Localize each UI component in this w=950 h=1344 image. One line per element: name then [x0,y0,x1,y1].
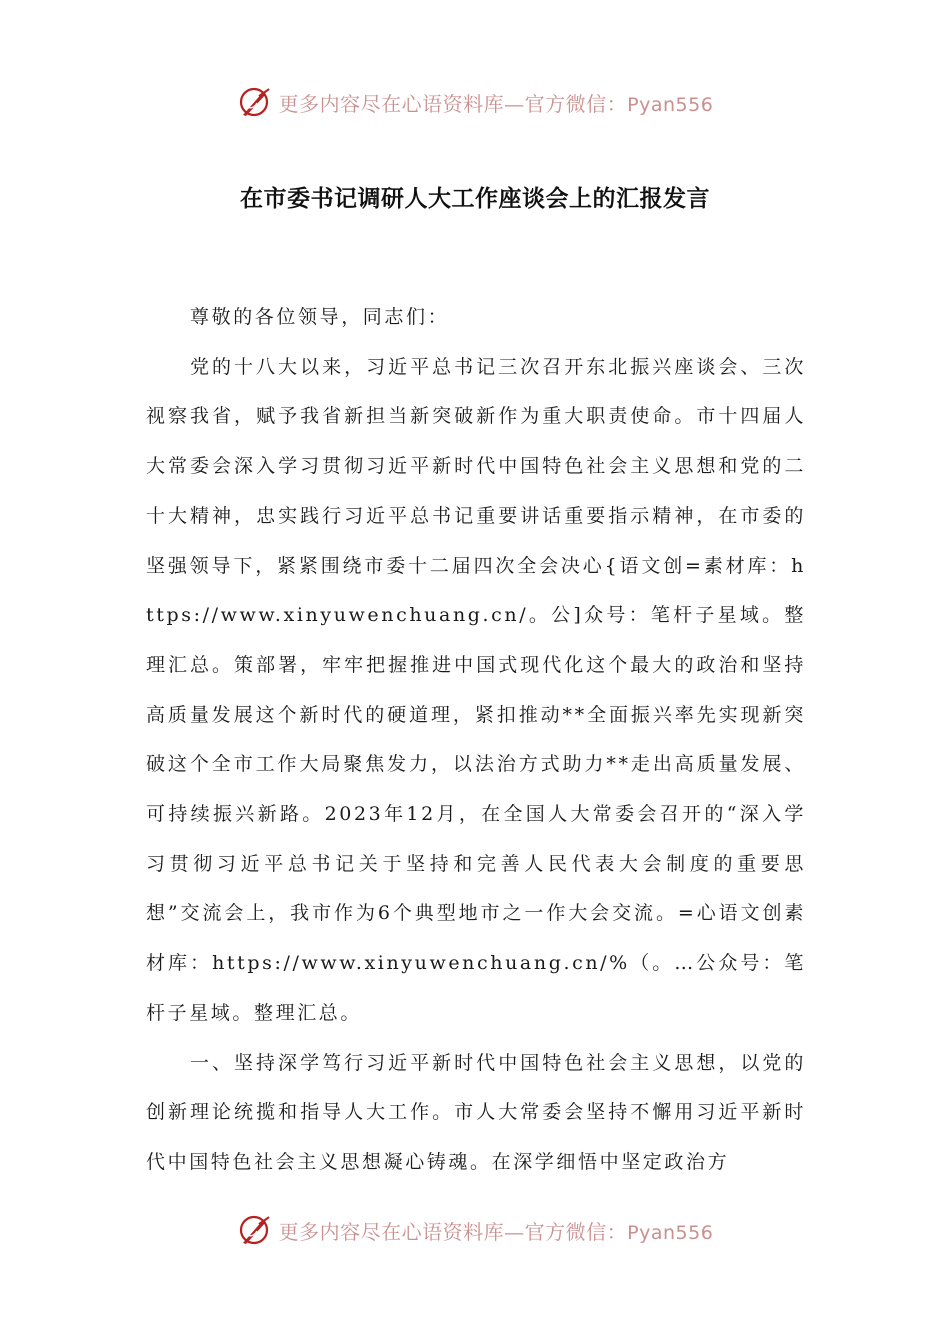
header-watermark [0,82,950,122]
watermark-text-en: Pyan556 [627,93,714,116]
quill-logo-icon [237,1213,271,1247]
quill-logo-icon [237,85,271,119]
document-title: 在市委书记调研人大工作座谈会上的汇报发言 [240,186,710,212]
footer-watermark [0,1210,950,1250]
document-body [146,293,806,1188]
salutation: 尊敬的各位领导，同志们： [190,306,450,328]
watermark-text-en: Pyan556 [627,1221,714,1244]
body-paragraph-1: 党的十八大以来，习近平总书记三次召开东北振兴座谈会、三次视察我省，赋予我省新担当新突破新作为重大职责使命。市十四届人大常委会深入学习贯彻习近平新时代中国特色社会主义思想和党的二十大精神，忠实践行习近平总书记重要讲话重要指示精神，在市委的坚强领导下，紧紧围绕市委十二届四次全会决心{语文创=素材库：https://www.xinyuwenchuang.cn/。公]众号：笔杆子星域。整理汇总。策部署，牢牢把握推进中国式现代化这个最大的政治和坚持高质量发展这个新时代的硬道理，紧扣推动**全面振兴率先实现新突破这个全市工作大局聚焦发力，以法治方式助力**走出高质量发展、可持续振兴新路。2023年12月，在全国人大常委会召开的“深入学习贯彻习近平总书记关于坚持和完善人民代表大会制度的重要思想”交流会上，我市作为6个典型地市之一作大会交流。=心语文创素材库：https://www.xinyuwenchuang.cn/%（。…公众号：笔杆子星域。整理汇总。 [146,355,806,1024]
watermark-text [279,1216,714,1245]
watermark-text-cn: 更多内容尽在心语资料库—官方微信： [278,91,628,116]
watermark-text [279,88,714,117]
body-paragraph-2: 一、坚持深学笃行习近平新时代中国特色社会主义思想，以党的创新理论统揽和指导人大工作。市人大常委会坚持不懈用习近平新时代中国特色社会主义思想凝心铸魂。在深学细悟中坚定政治方 [146,1051,806,1173]
watermark-text-cn: 更多内容尽在心语资料库—官方微信： [278,1219,628,1244]
